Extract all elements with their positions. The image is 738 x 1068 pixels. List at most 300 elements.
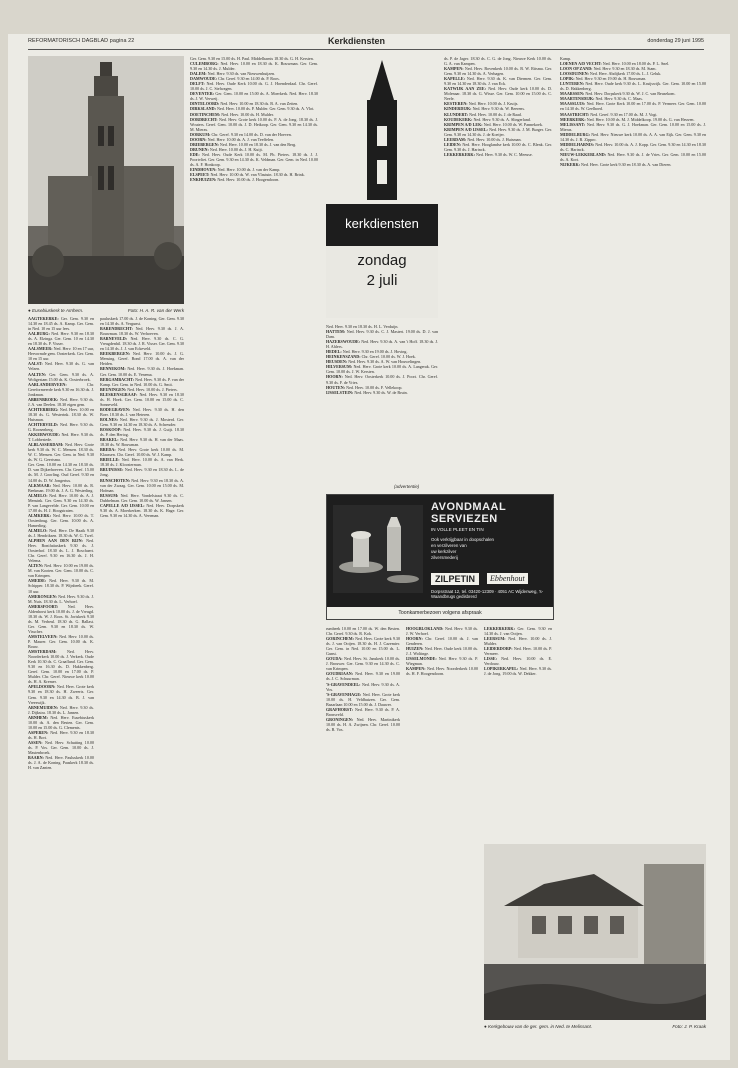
- listing-place-name: HUIZEN:: [406, 646, 424, 652]
- listing-entry: [28, 442, 94, 462]
- listing-details: Ned. Herv. 9.30 ds. C. G. Vreugdenhil. 18.30 ds. J. R. Visser. Ger. Gem. 9.30 en 14.30 ds. J. J. van Eckeveld.: [100, 336, 184, 352]
- listing-details: Ned. Herv. 10.00 ds. P. Mulder. Ger. Gem. 9.30 ds. A. Vlot.: [216, 106, 315, 112]
- listing-entry: [326, 636, 400, 656]
- listing-place-name: AKKERWOUDE:: [28, 432, 61, 438]
- listing-column-7: [326, 626, 400, 1050]
- listing-place-name: BEUNINGEN:: [100, 386, 127, 392]
- church-caption-text: ● Eusebiuskerk te Arnhem.: [28, 308, 84, 313]
- listing-place-name: LEKKERKERK:: [484, 626, 515, 631]
- listing-place-name: HEDEL:: [326, 349, 342, 355]
- listing-place-name: AALST:: [28, 361, 43, 367]
- listing-entry: [560, 81, 706, 91]
- listing-entry: [100, 407, 184, 417]
- listing-details: Ned. Herv. 9.30 ds. G. Roosenberg.: [28, 421, 94, 433]
- listing-column-8: [406, 626, 478, 1050]
- listing-details: Ned. Herv. 9.30 ds. G. van Velzen.: [28, 361, 94, 372]
- listing-place-name: HEINKENSZAND:: [326, 354, 361, 360]
- listing-entry: [560, 122, 706, 132]
- listing-place-name: ALMELO:: [28, 527, 48, 533]
- listing-details: Ned. Herv. 10.00 ds. J. Kruijs.: [468, 101, 519, 107]
- listing-entry: [100, 336, 184, 351]
- listing-place-name: AARLANDERVEEN:: [28, 381, 67, 387]
- listing-place-name: HAZERSWOUDE:: [326, 339, 361, 345]
- listing-place-name: IJSSELMONDE:: [406, 656, 437, 662]
- listing-details: Ned. Herv. 10.00 ds. W. Pannekoek.: [483, 121, 543, 127]
- listing-details: Ned. Herv. 10.00 ds. J. van der Kamp.: [217, 167, 281, 173]
- listing-entry: [484, 666, 552, 676]
- ad-label: (advertentie): [394, 484, 420, 489]
- listing-details: Ned. Herv. 9.30 en 18.30 ds. L. de Jong.: [100, 467, 184, 478]
- listing-place-name: BUNSCHOTEN:: [100, 477, 131, 483]
- house-photo-caption: [484, 1024, 706, 1029]
- listing-details: rumbeek 10.00 en 17.00 ds. W. den Besten. Chr. Geref. 9.30 ds. R. Kok.: [326, 626, 400, 637]
- house-photo: [484, 844, 706, 1020]
- listing-place-name: ARNEMUIDEN:: [28, 704, 59, 710]
- church-photo-credit: Foto: H. A. R. van der Werk: [127, 308, 184, 313]
- listing-place-name: DOORN:: [190, 136, 207, 142]
- listing-entry: [28, 755, 94, 770]
- listing-details: Ned. Herv. 9.30 en 19.00 ds. J. Hoving.: [342, 349, 408, 355]
- listing-place-name: DELFT:: [190, 81, 205, 87]
- listing-place-name: ALTEN:: [28, 563, 44, 569]
- listing-details: Ned. Herv. Oude kerk 9.30 ds. L. Kruijswijk. Ger. Gem. 10.00 en 15.00 ds. D. Hakkenberg.: [560, 81, 706, 92]
- listing-place-name: GRONINGEN:: [326, 716, 354, 722]
- listing-entry: [560, 152, 706, 162]
- listing-entry: [28, 372, 94, 382]
- listing-details: Ned. Herv. Bovenkerk 10.00 ds. B. W. Ritsma. Ger. Gem. 9.30 en 14.30 ds. A. Verhagen.: [444, 66, 552, 77]
- listing-details: Ned. Herv. Noorderkerk 10.00 ds. J. Verkerk. Oude Kerk 10.30 ds. C. Graafland. Ger. Gem. 9.30 en 16.30 ds. D. Hakkenberg. Geref. Gem. 10.00 en 17.00 ds. P. Mulder. Chr. Geref. Nieuwe kerk 10.00 ds. H. A. Kremer.: [28, 649, 94, 685]
- listing-details: Ned. Herv. 10.00 ds. R. Beekman. 19.00 ds. J. A. G. Westerling.: [28, 482, 94, 493]
- listing-place-name: KRIMPEN A/D IJSSEL:: [444, 126, 488, 132]
- listing-details: Ned. Herv. 9.30 ds. J. Dijkstra. 18.30 ds. L. Jansen.: [28, 704, 94, 715]
- listing-place-name: BERGAMBACHT:: [100, 376, 135, 382]
- listing-details: Ned. Herv. 9.30 ds. J. M. Nuis. 18.30 ds. L. Verhoef.: [28, 593, 94, 604]
- listing-place-name: LUNTEREN:: [560, 81, 585, 87]
- listing-entry: [28, 730, 94, 740]
- listing-entry: [100, 437, 184, 447]
- listing-place-name: 'S-GRAVENHAGE:: [326, 691, 362, 697]
- listing-entry: [326, 682, 400, 692]
- listing-column-4: [326, 324, 438, 482]
- house-illustration: [484, 844, 706, 1020]
- listing-entry: [28, 684, 94, 704]
- listing-place-name: LOPIK:: [560, 76, 575, 82]
- church-silhouette-icon: [326, 56, 438, 204]
- listing-details: Ned. Herv. 9.30 ds. P. van der Kamp. Ger. Gem. in Ned. 10.00 ds. G. Smit.: [100, 376, 184, 387]
- listing-details: Chr. Geref. 10.00 ds. J. van Genderen.: [406, 636, 478, 647]
- listing-details: Ned. Herv. 10.00 ds. J. G. Mensing. Geref. Bond 17.00 ds. A. van der Heiden.: [100, 351, 184, 367]
- listing-entry: [406, 666, 478, 676]
- listing-place-name: ASPEREN:: [28, 729, 49, 735]
- listing-details: Ned. Herv. 9.30 ds. A. Slingerland.: [473, 116, 531, 122]
- ad-company-script: Ebbenhout: [487, 573, 528, 584]
- listing-entry: [100, 503, 184, 518]
- listing-place-name: ABBENBROEK:: [28, 396, 59, 402]
- listing-details: Ger. Gem. 9.30 ds. A. Woltgestam 15.00 ds. K. Oosterbroek.: [28, 371, 94, 382]
- listing-place-name: DRUNEN:: [190, 146, 209, 152]
- listing-place-name: ALMELO:: [28, 492, 48, 498]
- listing-place-name: BREDA:: [100, 447, 116, 453]
- listing-details: Ned. Herv. Grote Kerk 10.00 en 17.00 ds. P. Vermeer. Ger. Gem. 10.00 en 14.30 ds. W. Geelhoed.: [560, 101, 706, 112]
- listing-place-name: AALBURG:: [28, 331, 50, 337]
- listing-entry: [444, 152, 552, 157]
- listing-entry: [100, 447, 184, 457]
- listing-entry: [326, 390, 438, 395]
- listing-details: Ned. Herv. Grote kerk 9.30 en 18.30 ds. H. Zweerts. Ger. Gem. 9.30 en 14.30 ds. B. J. van Vreeswijk.: [28, 684, 94, 705]
- listing-place-name: MEERKERK:: [560, 116, 586, 122]
- listing-place-name: BAARN:: [28, 755, 44, 761]
- listing-place-name: BOSKOOP:: [100, 427, 122, 433]
- listing-details: Ned. Herv. 10.00 ds. E. Verdouw.: [484, 656, 552, 667]
- listing-place-name: AMSTERDAM:: [28, 649, 57, 655]
- listing-place-name: GOUDRIAAN:: [326, 671, 354, 677]
- listing-place-name: HOORN:: [406, 636, 423, 642]
- listing-column-3: [190, 56, 318, 1050]
- listing-place-name: AMEIDE:: [28, 578, 47, 584]
- listing-place-name: MIDDELHARNIS:: [560, 141, 595, 147]
- listing-entry: [190, 152, 318, 167]
- listing-place-name: LEIDEN:: [444, 141, 462, 147]
- listing-details: Ned. Herv. 9.30 en 18.30 ds. A. van der Zwaag. Ger. Gem. 10.00 en 15.00 ds. M. Hofman.: [100, 477, 184, 493]
- listing-column-9: [484, 626, 552, 838]
- listing-details: Ned. Herv. 9.30 ds. H. den Boer. 18.30 ds. J. van Heteren.: [100, 406, 184, 417]
- listing-entry: [444, 56, 552, 66]
- listing-details: Ned. Herv. 9.30 ds. J. A. Bouwman. 18.30 ds. W. Verhoeven.: [100, 326, 184, 337]
- listing-place-name: KAMPEN:: [406, 666, 426, 672]
- listing-entry: [326, 656, 400, 671]
- listing-details: Ned. Herv. 9.30 ds. J. Hoekman. Ger. Gem. 10.00 ds. E. Venema.: [100, 366, 184, 377]
- listing-place-name: KATWIJK AAN ZEE:: [444, 86, 487, 92]
- listing-details: Ned. Herv. 10.00 ds. P. Vermeer.: [484, 646, 552, 657]
- listing-details: Ned. Herv. Pauluskerk 10.00 ds. J. A. de Koning. Paaskerk 18.30 ds. H. van Zanten.: [28, 755, 94, 771]
- ad-brand-line-2: SERVIEZEN: [431, 513, 498, 525]
- listing-details: Ned. Herv. Dorpskerk 9.30 ds. A. Moerkerken. 18.30 ds. K. Hage. Ger. Gem. 9.30 en 14.30 ds. A. Veerman.: [100, 502, 184, 518]
- listing-details: Ned. Herv. Oude kerk 10.00 ds. D. Molenaar. 18.30 ds. G. Wisse. Ger. Gem. 10.00 en 15.00 ds. C. Neele.: [444, 86, 552, 102]
- listing-entry: [28, 538, 94, 563]
- listing-entry: [28, 705, 94, 715]
- listing-entry: [190, 117, 318, 132]
- listing-details: Ned. Herv. Oosterkerk 10.00 ds. J. Poort. Chr. Geref. 9.30 ds. F. de Vries.: [326, 374, 438, 385]
- listing-details: Ned. Herv. Grote kerk 10.00 ds. P. A. de Jong. 18.30 ds. J. Wouters. Geref. Gem. 10.00 ds. J. D. Heikoop. Ger. Gem. 9.30 en 14.30 ds. M. Mieras.: [190, 116, 318, 132]
- listing-entry: [28, 649, 94, 684]
- listing-entry: [444, 76, 552, 86]
- listing-entry: [100, 377, 184, 387]
- listing-entry: [190, 177, 318, 182]
- listing-details: Ned. Herv. 9.30 en 19.00 ds. H. Bouwman.: [575, 76, 647, 82]
- listing-details: Ned. Herv. 10.00 en 18.30 ds. J. van den Berg.: [219, 141, 297, 147]
- listing-details: Ned. Herv. 9.30 ds. T. Lobbestede.: [28, 432, 94, 443]
- listing-entry: [406, 626, 478, 636]
- listing-details: Ned. Herv. Grote kerk 10.00 ds. M. Klaassen. Chr. Geref. 10.00 ds. W. J. Kamp.: [100, 447, 184, 458]
- listing-place-name: ENKHUIZEN:: [190, 177, 217, 183]
- listing-details: pauluskerk 17.00 ds. J. de Koning. Ger. Gem. 9.30 en 14.30 ds. A. Vergunst.: [100, 316, 184, 327]
- listing-place-name: BRAKEL:: [100, 437, 119, 443]
- listing-entry: [28, 493, 94, 513]
- listing-details: Ned. Herv. 9.30 ds. A. van 't Hoff. 18.30 ds. J. H. Ahlers.: [326, 339, 438, 350]
- listing-entry: [484, 626, 552, 636]
- listing-place-name: HATTEM:: [326, 329, 346, 335]
- listing-entry: [100, 417, 184, 427]
- listing-entry: [190, 81, 318, 91]
- listing-place-name: ELSPEET:: [190, 172, 210, 178]
- listing-place-name: LEERSUM:: [484, 636, 506, 642]
- listing-entry: [28, 740, 94, 755]
- listing-place-name: LEIDERDORP:: [484, 646, 513, 652]
- listing-details: Ned. Herv. 10.00 ds. J. Pieters.: [127, 386, 178, 392]
- listing-details: Ned. Herv. 10.00 ds. W. van Vlastuin. 18.30 ds. H. Brink.: [210, 172, 305, 178]
- listing-place-name: KLUNDERT:: [444, 111, 469, 117]
- listing-details: Ned. Herv. Eusebiuskerk 10.00 ds. A. den Besten. Ger. Gem. 10.00 en 15.00 ds. G. Clements.: [28, 714, 94, 730]
- church-photo: [28, 56, 184, 304]
- listing-place-name: MAASSLUIS:: [560, 101, 586, 107]
- listing-details: Ned. Herv. 9.30 en 18.30 ds. H. Bort.: [28, 729, 94, 740]
- listing-details: Ned. Herv. 10.00 ds. H. Mulder.: [221, 111, 274, 117]
- listing-details: Ned. Herv. 9.30 ds. A. Vos.: [326, 681, 400, 692]
- listing-place-name: LOPIKERKAPEL:: [484, 666, 519, 672]
- listing-entry: [326, 671, 400, 681]
- listing-details: Ned. Herv. 9.30 ds. P. Wiegman.: [406, 656, 478, 667]
- newspaper-page: [8, 34, 730, 1060]
- church-photo-caption: [28, 308, 184, 313]
- listing-details: Chr. Gereformeerde kerk 9.30 en 16.30 ds. J. Jonkman.: [28, 381, 94, 397]
- ad-company-logo: ZILPETIN: [431, 573, 479, 585]
- listing-place-name: ACHTERVELD:: [28, 421, 59, 427]
- listing-entry: [444, 142, 552, 152]
- listing-details: Chr. Geref. 10.00 ds. W. J. Hoek.: [361, 354, 416, 360]
- listing-entry: [484, 646, 552, 656]
- listing-details: Ned. Herv. Grote kerk 9.30 ds. W. C. Mensen. 18.30 ds. W. C. Mensen. Ger. Gem. in Ned. 9.30 ds. W. G. Geertsma.: [28, 442, 94, 463]
- listing-place-name: ALPHEN AAN DEN RIJN:: [28, 538, 83, 544]
- listing-place-name: BARENDRECHT:: [100, 326, 133, 332]
- listing-entry: [28, 578, 94, 593]
- listing-place-name: LEKKERKERK:: [444, 151, 475, 157]
- listing-place-name: ALMKERK:: [28, 512, 51, 518]
- page-header-left: REFORMATORISCH DAGBLAD pagina 22: [28, 38, 135, 44]
- listing-place-name: DALEM:: [190, 71, 207, 77]
- listing-details: Ned. Herv. Aldenhorst kerk 10.00 ds. J. de Vreugd. 18.30 ds. W. J. Roos. St. Joriskerk 9.30 ds. M. Verheul. 18.30 ds. G. Ballast. Ger. Gem. 9.30 en 18.30 ds. W. Visscher.: [28, 603, 94, 634]
- listing-place-name: ARNHEM:: [28, 714, 49, 720]
- listing-details: Ned. Herv. 10.00 ds. J. Mulder.: [484, 636, 552, 647]
- listing-place-name: HOOGBLOKLAND:: [406, 626, 444, 631]
- listing-place-name: EDE:: [190, 151, 200, 157]
- listing-details: Ned. Herv. Nieuwe kerk 10.00 ds. A. A. van Eijk. Ger. Gem. 9.30 en 14.30 ds. J. B. Zippro.: [560, 131, 706, 142]
- listing-place-name: KAMPEN:: [444, 66, 464, 72]
- listing-place-name: MAARSSEN:: [560, 91, 585, 97]
- listing-entry: [406, 656, 478, 666]
- listing-entry: [100, 467, 184, 477]
- listing-place-name: ALBLASSERDAM:: [28, 442, 64, 448]
- listing-place-name: DAMWOUDE:: [190, 76, 218, 82]
- listing-details: Ned. Herv. 9.30 ds. M. Schipper. 18.30 ds. P. Wijnbeek. Geref. 10 uur.: [28, 578, 94, 594]
- listing-place-name: AALSMEER:: [28, 346, 53, 352]
- listing-details: Ned. Herv. Abdijkerk 17.00 ds. L. J. Geluk.: [589, 71, 662, 77]
- listing-details: Ned. Herv. 10.00 en 18.00 ds. P. L. Snel.: [602, 61, 670, 67]
- listing-entry: [28, 397, 94, 407]
- listing-entry: [28, 604, 94, 634]
- listing-place-name: AMERSFOORT:: [28, 603, 59, 609]
- listing-entry: [444, 127, 552, 137]
- listing-details: Ned. Herv. Grote kerk 10.00 ds. A. Langerak. Ger. Gem. 10.00 ds. J. W. Kersten.: [326, 364, 438, 375]
- listing-entry: [326, 692, 400, 707]
- listing-entry: [28, 407, 94, 422]
- listing-details: Ned. Herv. 9.30 ds. J. M. Burger. Ger. Gem. 9.30 en 14.30 ds. J. de Koeijer.: [444, 126, 552, 137]
- listing-place-name: APELDOORN:: [28, 684, 56, 690]
- listing-entry: [28, 483, 94, 493]
- listing-place-name: IJSSELSTEIN:: [326, 389, 354, 395]
- listing-place-name: CULEMBORG:: [190, 61, 219, 67]
- ad-address: Dorpsstraat 12, tel. 03420-12309 · 4051 AC Wijdenweg, 's-Waandbrugs gedisbrerd: [431, 589, 544, 599]
- listing-entry: [560, 162, 706, 167]
- listing-details: Ned. Herv. Noorderkerk 10.00 ds. H. F. Hoogendoorn.: [406, 666, 478, 677]
- listing-entry: [560, 101, 706, 111]
- listing-place-name: DIRKSLAND:: [190, 106, 216, 112]
- listing-entry: [326, 374, 438, 384]
- listing-details: Ned. Herv. 10.00 ds. A. J. van Teeffelen.: [207, 136, 275, 142]
- listing-entry: [326, 626, 400, 636]
- ad-lines: [431, 537, 494, 561]
- listing-details: Ned. Herv. Bonifatiuskerk 9.30 ds. J. Oosterhof. 18.30 ds. L. J. Boschaert. Chr. Geref. 9.30 en 16.30 ds. J. H. Velema.: [28, 538, 94, 564]
- listing-details: Kamp.: [560, 56, 572, 61]
- listing-place-name: BLESKENSGRAAF:: [100, 391, 138, 397]
- listing-details: Ned. Herv. 9.30 ds. J. de Vries. Ger. Gem. 10.00 en 15.00 ds. A. Kort.: [560, 151, 706, 162]
- listing-details: Ned. Herv. Grote kerk 9.30 ds. J. van Ooijen. 18.30 ds. H. J. Cazemier. Ger. Gem. in Ned. 10.00 en 15.00 ds. L. Gunst.: [326, 636, 400, 657]
- listing-entry: [560, 132, 706, 142]
- listing-entry: [28, 513, 94, 528]
- listing-details: Ned. Herv. 9.30 ds. J. Mosterd. Ger. Gem. 9.30 en 14.30 en 18.30 ds. A. Schreuder.: [100, 416, 184, 427]
- ad-line-3: uw kerkzilver: [431, 549, 457, 554]
- listing-entry: [100, 457, 184, 467]
- page-header: [28, 34, 704, 50]
- listing-details: Ned. Herv. 10.00 ds. J. Hoogendoorn.: [217, 177, 280, 183]
- silverware-illustration: [333, 505, 423, 593]
- ad-brand-line-1: AVONDMAAL: [431, 501, 507, 513]
- listing-place-name: LOOSDUINEN:: [560, 71, 589, 77]
- listing-details: Ger. Gem. 9.30 en 14.30 en 18.45 ds. A. Kamp. Ger. Gem. in Ned. 10 en 15 uur lees.: [28, 316, 94, 332]
- listing-entry: [406, 646, 478, 656]
- header-rule: [28, 49, 704, 50]
- listing-entry: [28, 462, 94, 482]
- listing-entry: [326, 717, 400, 732]
- listing-place-name: HEUSDEN:: [326, 359, 348, 365]
- listing-details: Ned. Herv. Oude Kerk 10.00 ds. M. Ph. Pieters. 18.30 ds. J. J. Poortvliet. Ger. Gem. 9.30 en 14.30 ds. K. Veldman. Ger. Gem. in Ned. 10.00 ds. A. F. Honkoop.: [190, 151, 318, 167]
- ad-line-1: Ook verkrijgbaar in doopschalen: [431, 537, 494, 542]
- listing-place-name: DORDRECHT:: [190, 116, 218, 122]
- listing-column-2: [100, 316, 184, 1050]
- listing-details: Ned. Herv. Hooglandse kerk 10.00 ds. C. Blenk. Ger. Gem. 9.30 ds. J. Harinck.: [444, 141, 552, 152]
- listing-entry: [406, 636, 478, 646]
- listing-details: Ger. Gem. 10.00 en 15.00 ds. A. Moerkerk. Ned. Herv. 18.30 ds. J. W. Verweij.: [190, 91, 318, 102]
- listing-place-name: GOUDA:: [326, 656, 343, 662]
- listing-details: Ned. Herv. 10.00 ds. M. J. Middelkoop. 19.00 ds. G. van Heuven.: [586, 116, 695, 122]
- listing-place-name: KESTEREN:: [444, 101, 468, 107]
- listing-entry: [28, 346, 94, 361]
- listing-place-name: CAPELLE A/D IJSSEL:: [100, 502, 145, 508]
- listing-column-6: [560, 56, 706, 836]
- listing-entry: [28, 594, 94, 604]
- listing-entry: [100, 316, 184, 326]
- listing-entry: [190, 61, 318, 71]
- listing-details: Ned. Herv. Grote kerk 9.30 en 18.30 ds. A. van Dieren.: [581, 161, 672, 167]
- listing-details: Ned. Herv. 10.00 en 19.00 ds. M. van Kooten. Ger. Gem. 10.00 ds. C. van Krimpen.: [28, 563, 94, 579]
- listing-place-name: BODEGRAVEN:: [100, 406, 131, 412]
- listing-column-5: [444, 56, 552, 488]
- listing-place-name: GRAFHORST:: [326, 706, 353, 712]
- logo-date: 2 juli: [366, 272, 398, 289]
- listing-details: Ned. Herv. 9.30 ds. G. J. Hoekman. Ger. Gem. 10.00 en 15.00 ds. J. Mieras.: [560, 121, 706, 132]
- listing-place-name: BRIELLE:: [100, 457, 120, 463]
- listing-place-name: MAARTENSDIJK:: [560, 96, 595, 102]
- listing-details: Ned. Herv. 10.00 ds. T. Oostenbrug. Ger. Gem. 10.00 ds. A. Hamerling.: [28, 512, 94, 528]
- listing-details: Ned. Herv. 10.00 en 18.30 ds. G. Westerink. 18.30 ds. W. Huisman.: [28, 406, 94, 422]
- ad-tagline: IN VOLLE PLEET EN TIN: [431, 527, 484, 532]
- listing-entry: [100, 427, 184, 437]
- listing-entry: [444, 86, 552, 101]
- listing-place-name: AAGTEKERKE:: [28, 316, 59, 321]
- listing-entry: [100, 493, 184, 503]
- listing-entry: [28, 331, 94, 346]
- listing-details: Ned. Herv. Grote kerk 10.00 ds. H. Veldhuizen. Ger. Gem. Bazarlaan 10.00 en 15.00 ds. J. Dauwer.: [326, 691, 400, 707]
- listing-details: Ned. Herv. 9.30 ds. W. Beerens.: [472, 106, 525, 112]
- listing-details: Ned. Herv. St. Janskerk 10.00 ds. J. Brouwer. Ger. Gem. 9.30 en 14.30 ds. C. van Krimpen.: [326, 656, 400, 672]
- listing-details: Ned. Herv. 9.30 ds. A. W. van Houwelingen.: [348, 359, 422, 365]
- listing-place-name: BARNEVELD:: [100, 336, 128, 342]
- listing-details: Ned. Herv. 9.30 ds. van Nieuwenhuijzen.: [207, 71, 276, 77]
- listing-entry: [190, 91, 318, 101]
- listing-details: Ned. Herv. 9.30 ds. J. de Jong. 19.00 ds. W. Dekker.: [484, 666, 552, 677]
- listing-details: Ned. Herv. 9.30 en 19.00 ds. J. C. Schuurman.: [326, 671, 400, 682]
- listing-details: Ned. Herv. 9.30 en 18.30 ds. A. Elzinga. Ger. Gem. 10 en 14.30 en 18.30 ds. P. Visser.: [28, 331, 94, 347]
- listing-place-name: BENNEKOM:: [100, 366, 126, 372]
- listing-entry: [326, 329, 438, 339]
- listing-place-name: HILVERSUM:: [326, 364, 353, 370]
- listing-place-name: AMERONGEN:: [28, 593, 57, 599]
- listing-details: Ned. Herv. 9.30 ds. J. A. van Deelen. 18.30 eigen gem.: [28, 396, 94, 407]
- listing-entry: [28, 361, 94, 371]
- listing-details: Ned. Herv. 10.00 en 18.30 ds. K. Bouwman. Ger. Gem. 9.30 en 14.30 ds. J. Mulder.: [190, 61, 318, 72]
- listing-place-name: NIEUW-LEKKERLAND:: [560, 151, 607, 157]
- listing-details: Ned. Herv. 10.00 ds. J. H. Kuijt.: [209, 146, 263, 152]
- listing-details: Ned. Herv. 9.30 en 18.30 ds. H. L. Verduijn.: [326, 324, 399, 329]
- listing-entry: [28, 528, 94, 538]
- listing-place-name: LISSE:: [484, 656, 497, 662]
- ad-footer: Toonkamerbezoen volgens afspraak: [327, 607, 553, 619]
- listing-place-name: LEERDAM:: [444, 136, 467, 142]
- listing-place-name: BUSSUM:: [100, 492, 119, 498]
- listing-details: Ned. Herv. De Haaik 9.30 ds. J. Hendriksen. 18.30 ds. W. G. Twel.: [28, 527, 94, 539]
- page-header-date: donderdag 29 juni 1995: [647, 38, 704, 44]
- house-caption-text: ● Kerkgebouw van de ger. gem. in Ned. te Melissant.: [484, 1024, 593, 1029]
- listing-place-name: AMSTELVEEN:: [28, 633, 58, 639]
- listing-entry: [444, 66, 552, 76]
- listing-place-name: DORKUM:: [190, 131, 211, 137]
- listing-details: Ned. Herv. 9.30 ds. J. W. Verhoef.: [406, 626, 478, 637]
- listing-place-name: NIJKERK:: [560, 161, 581, 167]
- listing-details: Ned. Herv. 10.00 ds. A. J. Kopp. Ger. Gem. 9.30 en 14.30 en 18.30 ds. C. Harinck.: [560, 141, 706, 152]
- listing-entry: [100, 366, 184, 376]
- listing-entry: [28, 634, 94, 649]
- listing-entry: [560, 142, 706, 152]
- listing-details: Ned. Geref. 9.30 en 17.00 ds. M. J. Vogt.: [590, 111, 658, 117]
- listing-place-name: HOUTEN:: [326, 384, 346, 390]
- listing-entry: [326, 707, 400, 717]
- listing-entry: [28, 563, 94, 578]
- listing-column-1: [28, 316, 94, 1050]
- listing-entry: [100, 326, 184, 336]
- listing-details: Ned. Herv. 9.30 ds. W. de Bruin.: [354, 389, 408, 395]
- listing-place-name: DINTELOORD:: [190, 101, 220, 107]
- listing-details: Ned. Herv. 10.00 ds. A. van Herk. 18.30 ds. J. Kloosterman.: [100, 457, 184, 468]
- listing-place-name: BEEKBERGEN:: [100, 351, 131, 357]
